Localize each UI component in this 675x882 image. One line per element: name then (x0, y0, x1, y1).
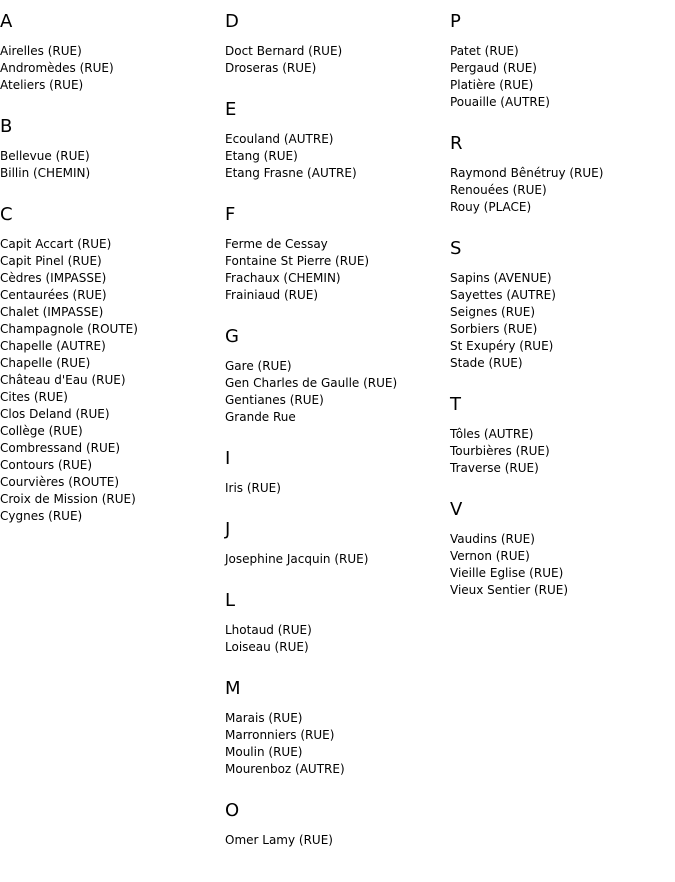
section-letter-heading: T (450, 394, 461, 415)
street-link[interactable]: Tôles (AUTRE) (450, 427, 534, 441)
section-letter-heading: F (225, 204, 236, 225)
letter-section (225, 11, 445, 77)
street-link[interactable]: Contours (RUE) (0, 458, 93, 472)
street-link[interactable]: Grande Rue (225, 410, 296, 424)
street-link[interactable]: Rouy (PLACE) (450, 200, 532, 214)
street-link[interactable]: Airelles (RUE) (0, 44, 82, 58)
street-link[interactable]: Vaudins (RUE) (450, 532, 535, 546)
street-link[interactable]: Combressand (RUE) (0, 441, 121, 455)
street-link[interactable]: Gare (RUE) (225, 359, 292, 373)
street-link[interactable]: Frainiaud (RUE) (225, 288, 319, 302)
street-link[interactable]: Andromèdes (RUE) (0, 61, 114, 75)
street-link[interactable]: Loiseau (RUE) (225, 640, 309, 654)
street-link[interactable]: Sapins (AVENUE) (450, 271, 552, 285)
street-link[interactable]: Omer Lamy (RUE) (225, 833, 333, 847)
street-link[interactable]: Capit Pinel (RUE) (0, 254, 102, 268)
street-column-1 (0, 11, 220, 547)
street-link[interactable]: Courvières (ROUTE) (0, 475, 120, 489)
street-link[interactable]: Cèdres (IMPASSE) (0, 271, 107, 285)
street-link[interactable]: Traverse (RUE) (450, 461, 539, 475)
letter-section (225, 326, 445, 426)
street-link[interactable]: Vieille Eglise (RUE) (450, 566, 564, 580)
section-letter-heading: B (0, 116, 13, 137)
street-link[interactable]: Seignes (RUE) (450, 305, 536, 319)
section-letter-heading: L (225, 590, 236, 611)
street-link[interactable]: Ecouland (AUTRE) (225, 132, 334, 146)
letter-section (0, 116, 220, 182)
section-letter-heading: R (450, 133, 463, 154)
section-letter-heading: O (225, 800, 240, 821)
street-link[interactable]: Pouaille (AUTRE) (450, 95, 550, 109)
street-link[interactable]: Frachaux (CHEMIN) (225, 271, 341, 285)
street-link[interactable]: Gen Charles de Gaulle (RUE) (225, 376, 398, 390)
street-link[interactable]: Fontaine St Pierre (RUE) (225, 254, 370, 268)
street-link[interactable]: Patet (RUE) (450, 44, 519, 58)
street-link[interactable]: Renouées (RUE) (450, 183, 547, 197)
street-link[interactable]: Tourbières (RUE) (450, 444, 550, 458)
letter-section (225, 519, 445, 568)
street-link[interactable]: Doct Bernard (RUE) (225, 44, 343, 58)
street-link[interactable]: Sorbiers (RUE) (450, 322, 538, 336)
street-link[interactable]: Bellevue (RUE) (0, 149, 90, 163)
street-link[interactable]: Croix de Mission (RUE) (0, 492, 136, 506)
street-column-2 (225, 11, 445, 871)
street-link[interactable]: Droseras (RUE) (225, 61, 317, 75)
street-link[interactable]: Vieux Sentier (RUE) (450, 583, 569, 597)
letter-section (225, 678, 445, 778)
street-link[interactable]: Pergaud (RUE) (450, 61, 537, 75)
street-link[interactable]: Capit Accart (RUE) (0, 237, 112, 251)
street-link[interactable]: Mourenboz (AUTRE) (225, 762, 345, 776)
section-letter-heading: C (0, 204, 13, 225)
letter-section (225, 448, 445, 497)
street-link[interactable]: Marais (RUE) (225, 711, 303, 725)
street-link[interactable]: Chapelle (AUTRE) (0, 339, 106, 353)
street-link[interactable]: Clos Deland (RUE) (0, 407, 110, 421)
street-link[interactable]: Platière (RUE) (450, 78, 534, 92)
section-letter-heading: J (225, 519, 231, 540)
street-link[interactable]: St Exupéry (RUE) (450, 339, 554, 353)
letter-section (225, 800, 445, 849)
section-letter-heading: E (225, 99, 237, 120)
street-link[interactable]: Cites (RUE) (0, 390, 68, 404)
street-link[interactable]: Cygnes (RUE) (0, 509, 83, 523)
street-link[interactable]: Gentianes (RUE) (225, 393, 324, 407)
street-link[interactable]: Sayettes (AUTRE) (450, 288, 556, 302)
street-column-3 (450, 11, 670, 621)
street-link[interactable]: Stade (RUE) (450, 356, 523, 370)
street-link[interactable]: Centaurées (RUE) (0, 288, 107, 302)
street-link[interactable]: Chapelle (RUE) (0, 356, 91, 370)
section-letter-heading: I (225, 448, 231, 469)
street-link[interactable]: Raymond Bênétruy (RUE) (450, 166, 604, 180)
street-link[interactable]: Etang (RUE) (225, 149, 298, 163)
street-link[interactable]: Etang Frasne (AUTRE) (225, 166, 357, 180)
section-letter-heading: M (225, 678, 241, 699)
letter-section (225, 204, 445, 304)
section-letter-heading: G (225, 326, 239, 347)
street-link[interactable]: Ferme de Cessay (225, 237, 328, 251)
street-link[interactable]: Vernon (RUE) (450, 549, 530, 563)
street-link[interactable]: Marronniers (RUE) (225, 728, 335, 742)
street-link[interactable]: Moulin (RUE) (225, 745, 303, 759)
street-link[interactable]: Champagnole (ROUTE) (0, 322, 138, 336)
letter-section (450, 394, 670, 477)
letter-section (450, 11, 670, 111)
street-link[interactable]: Ateliers (RUE) (0, 78, 84, 92)
street-link[interactable]: Lhotaud (RUE) (225, 623, 312, 637)
section-letter-heading: D (225, 11, 239, 32)
section-letter-heading: A (0, 11, 13, 32)
letter-section (450, 133, 670, 216)
letter-section (0, 11, 220, 94)
section-letter-heading: S (450, 238, 462, 259)
street-link[interactable]: Billin (CHEMIN) (0, 166, 91, 180)
street-link[interactable]: Collège (RUE) (0, 424, 83, 438)
street-link[interactable]: Chalet (IMPASSE) (0, 305, 104, 319)
letter-section (450, 499, 670, 599)
letter-section (450, 238, 670, 372)
street-link[interactable]: Iris (RUE) (225, 481, 281, 495)
section-letter-heading: P (450, 11, 461, 32)
letter-section (225, 590, 445, 656)
letter-section (0, 204, 220, 525)
street-link[interactable]: Josephine Jacquin (RUE) (225, 552, 369, 566)
section-letter-heading: V (450, 499, 463, 520)
street-link[interactable]: Château d'Eau (RUE) (0, 373, 126, 387)
letter-section (225, 99, 445, 182)
